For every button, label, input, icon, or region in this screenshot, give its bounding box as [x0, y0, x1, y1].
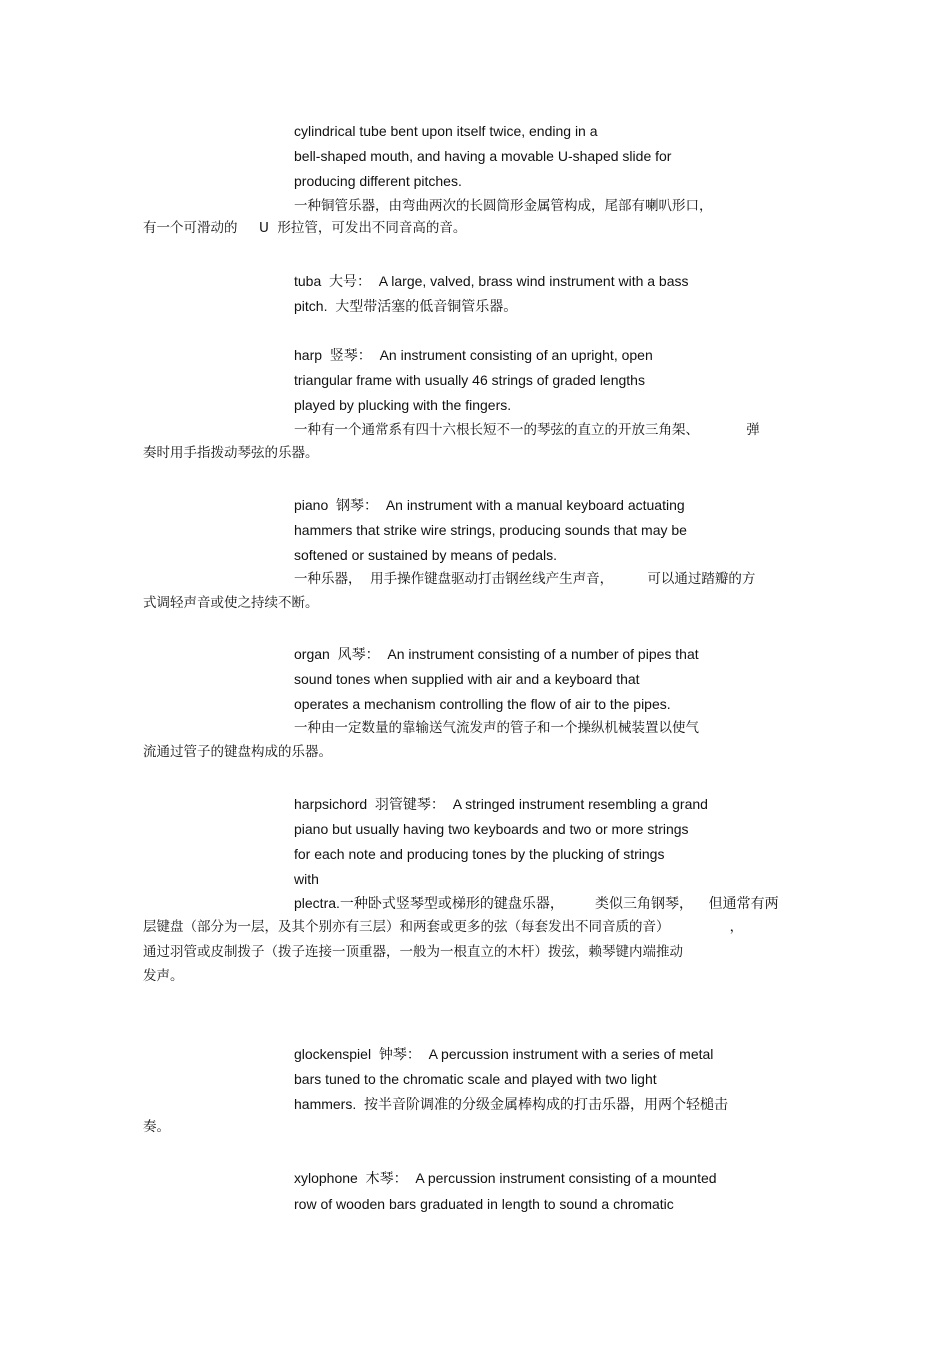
text-line: sound tones when supplied with air and a keyboard that: [294, 671, 640, 687]
text-line: plectra.一种卧式竖琴型或梯形的键盘乐器， 类似三角钢琴， 但通常有两: [294, 895, 779, 911]
entry-headword-line: organ 风琴： An instrument consisting of a number of pipes that: [294, 646, 699, 662]
chinese-definition-line: 一种有一个通常系有四十六根长短不一的琴弦的直立的开放三角架、 弹: [294, 422, 760, 438]
entry-headword-line: tuba 大号： A large, valved, brass wind instrument with a bass: [294, 273, 689, 289]
chinese-definition-line: 发声。: [143, 968, 184, 984]
chinese-definition-line: 奏时用手指拨动琴弦的乐器。: [143, 445, 319, 461]
text-line: row of wooden bars graduated in length to sound a chromatic: [294, 1196, 674, 1212]
text-line: cylindrical tube bent upon itself twice, ending in a: [294, 123, 598, 139]
text-line: played by plucking with the fingers.: [294, 397, 512, 413]
text-line: operates a mechanism controlling the flow of air to the pipes.: [294, 696, 671, 712]
chinese-definition-line: 一种乐器， 用手操作键盘驱动打击钢丝线产生声音， 可以通过踏瓣的方: [294, 571, 756, 587]
entry-headword-line: harp 竖琴： An instrument consisting of an upright, open: [294, 347, 653, 363]
text-line: producing different pitches.: [294, 173, 462, 189]
chinese-definition-line: 奏。: [143, 1119, 170, 1135]
text-line: softened or sustained by means of pedals.: [294, 547, 558, 563]
text-line: hammers that strike wire strings, producing sounds that may be: [294, 522, 687, 538]
text-line: with: [294, 871, 319, 887]
text-line: bell-shaped mouth, and having a movable U-shaped slide for: [294, 148, 672, 164]
text-line: triangular frame with usually 46 strings of graded lengths: [294, 372, 645, 388]
entry-headword-line: piano 钢琴： An instrument with a manual keyboard actuating: [294, 497, 685, 513]
text-line: pitch. 大型带活塞的低音铜管乐器。: [294, 298, 518, 314]
chinese-definition-line: 流通过管子的键盘构成的乐器。: [143, 744, 332, 760]
text-line: for each note and producing tones by the plucking of strings: [294, 846, 665, 862]
chinese-definition-line: 有一个可滑动的 U 形拉管，可发出不同音高的音。: [143, 220, 467, 236]
chinese-definition-line: 式调轻声音或使之持续不断。: [143, 595, 319, 611]
entry-headword-line: glockenspiel 钟琴： A percussion instrument with a series of metal: [294, 1046, 714, 1062]
chinese-definition-line: 层键盘（部分为一层，及其个别亦有三层）和两套或更多的弦（每套发出不同音质的音） ，: [143, 919, 744, 935]
chinese-definition-line: 通过羽管或皮制拨子（拨子连接一顶重器，一般为一根直立的木杆）拨弦，赖琴键内端推动: [143, 944, 683, 960]
text-line: piano but usually having two keyboards and two or more strings: [294, 821, 689, 837]
entry-headword-line: harpsichord 羽管键琴： A stringed instrument resembling a grand: [294, 796, 708, 812]
entry-headword-line: xylophone 木琴： A percussion instrument consisting of a mounted: [294, 1170, 717, 1186]
text-line: bars tuned to the chromatic scale and played with two light: [294, 1071, 657, 1087]
chinese-definition-line: 一种铜管乐器，由弯曲两次的长圆筒形金属管构成，尾部有喇叭形口，: [294, 198, 713, 214]
text-line: hammers. 按半音阶调准的分级金属棒构成的打击乐器，用两个轻槌击: [294, 1096, 729, 1112]
chinese-definition-line: 一种由一定数量的靠输送气流发声的管子和一个操纵机械装置以使气: [294, 720, 699, 736]
